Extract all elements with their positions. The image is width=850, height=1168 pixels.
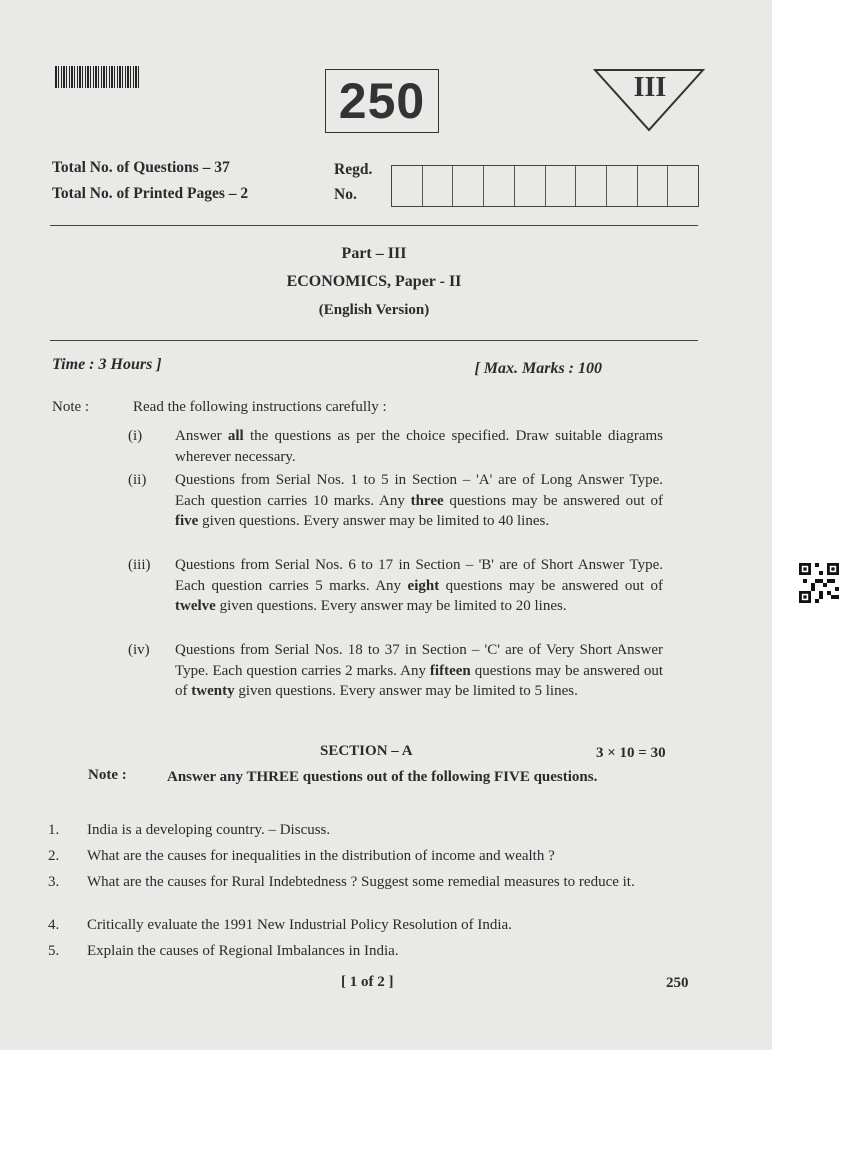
subject-title: ECONOMICS, Paper - II [286, 273, 462, 290]
question-number: 4. [48, 917, 60, 933]
note-label: Note : [52, 399, 90, 415]
instruction-item: (iv) Questions from Serial Nos. 18 to 37 in Section – 'C' are of Very Short Answer Type. Each question carries 2 marks. Any fifteen questions may be answered out of twenty given questions. Every answer may be limited to 5 lines. [128, 642, 663, 699]
divider-middle [50, 340, 698, 341]
question-item [48, 873, 708, 892]
exam-time: Time : 3 Hours ] [52, 356, 162, 373]
question-text: What are the causes for inequalities in the distribution of income and wealth ? [87, 848, 555, 864]
instruction-item: (iii) Questions from Serial Nos. 6 to 17 in Section – 'B' are of Short Answer Type. Each question carries 5 marks. Any eight questions may be answered out of twelve given questions. Every answer may be limited to 20 lines. [128, 557, 663, 614]
paper-code-box: 250 [325, 69, 439, 133]
question-item [48, 821, 708, 840]
question-text: Critically evaluate the 1991 New Industrial Policy Resolution of India. [87, 917, 512, 933]
total-printed-pages: Total No. of Printed Pages – 2 [52, 185, 249, 202]
regd-label: Regd. [334, 161, 373, 178]
note-intro: Read the following instructions carefully : [133, 399, 387, 415]
question-text: Explain the causes of Regional Imbalances in India. [87, 943, 399, 959]
instruction-item: (i) Answer all the questions as per the choice specified. Draw suitable diagrams wherever necessary. [128, 428, 664, 465]
instruction-item: (ii) Questions from Serial Nos. 1 to 5 in Section – 'A' are of Long Answer Type. Each question carries 10 marks. Any three questions may be answered out of five given questions. Every answer may be limited to 40 lines. [128, 472, 663, 529]
section-a-note-text: Answer any THREE questions out of the following FIVE questions. [167, 769, 598, 785]
divider-top [50, 225, 698, 226]
section-a-marks: 3 × 10 = 30 [596, 745, 666, 761]
registration-number-boxes[interactable] [391, 165, 699, 207]
instruction-number: (iii) [128, 557, 151, 573]
footer-paper-code: 250 [666, 975, 689, 991]
part-badge-label: III [633, 72, 667, 103]
instruction-number: (i) [128, 428, 143, 444]
question-item [48, 942, 708, 961]
version-title: (English Version) [318, 302, 430, 318]
question-number: 5. [48, 943, 60, 959]
page-number: [ 1 of 2 ] [341, 974, 394, 990]
section-a-note-label: Note : [88, 767, 127, 783]
regd-no-label: No. [334, 186, 357, 203]
part-title: Part – III [341, 245, 407, 262]
question-number: 2. [48, 848, 60, 864]
total-questions: Total No. of Questions – 37 [52, 159, 230, 176]
question-text: India is a developing country. – Discuss. [87, 822, 331, 838]
instruction-number: (ii) [128, 472, 147, 488]
qr-code-icon[interactable] [799, 563, 839, 603]
max-marks: [ Max. Marks : 100 [474, 360, 602, 377]
question-item [48, 916, 708, 935]
question-item [48, 847, 708, 866]
question-number: 3. [48, 874, 60, 890]
question-text: What are the causes for Rural Indebtedness ? Suggest some remedial measures to reduce it. [87, 874, 635, 890]
barcode [55, 66, 141, 88]
question-number: 1. [48, 822, 60, 838]
instruction-number: (iv) [128, 642, 150, 658]
section-a-title: SECTION – A [320, 743, 413, 759]
